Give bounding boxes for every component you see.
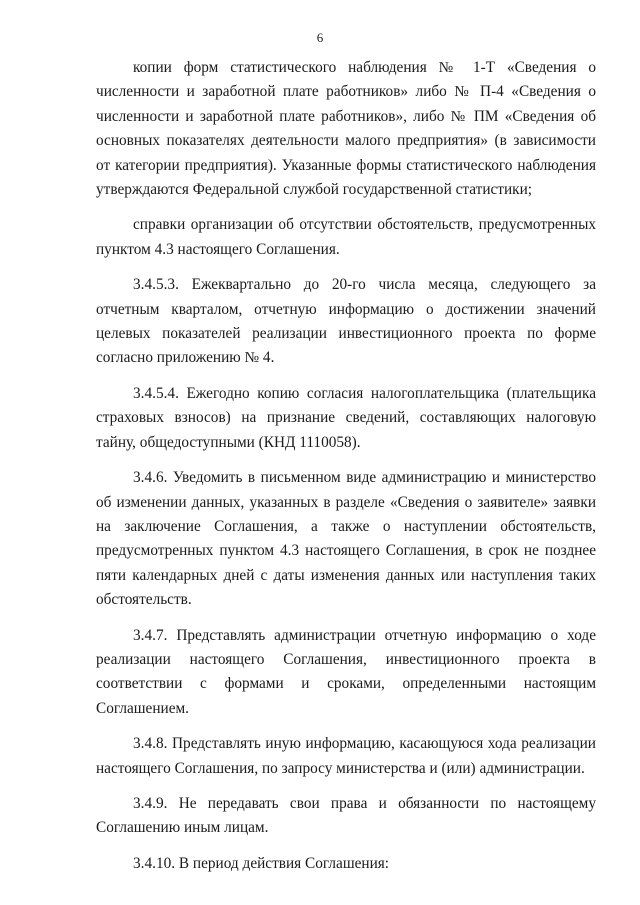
paragraph-3-4-7: 3.4.7. Представлять администрации отчетную информацию о ходе реализации настоящего Соглашения, инвестиционного проекта в соответствии с формами и сроками, определенными настоящим Соглашением.: [96, 626, 596, 717]
paragraph-3-4-5-3: 3.4.5.3. Ежеквартально до 20-го числа месяца, следующего за отчетным кварталом, отчетную информацию о достижении значений целевых показателей реализации инвестиционного проекта по форме согласно приложению № 4.: [96, 276, 596, 367]
paragraph-3-4-6: 3.4.6. Уведомить в письменном виде администрацию и министерство об изменении данных, указанных в разделе «Сведения о заявителе» заявки на заключение Соглашения, а также о наступлении обстоятельств, предусмотренных пунктом 4.3 настоящего Соглашения, в срок не позднее пяти календарных дней с даты изменения данных или наступления таких обстоятельств.: [96, 469, 596, 609]
paragraph-statistics-forms: копии форм статистического наблюдения № 1-Т «Сведения о численности и заработной плате работников» либо № П-4 «Сведения о численности и заработной плате работников», либо № ПМ «Сведения об основных показателях деятельности малого предприятия» (в зависимости от категории предприятия). Указанные формы статистического наблюдения утверждаются Федеральной службой государственной статистики;: [96, 59, 596, 199]
paragraph-3-4-9: 3.4.9. Не передавать свои права и обязанности по настоящему Соглашению иным лицам.: [96, 794, 596, 837]
paragraph-3-4-10: 3.4.10. В период действия Соглашения:: [133, 854, 390, 872]
paragraph-3-4-5-4: 3.4.5.4. Ежегодно копию согласия налогоплательщика (плательщика страховых взносов) на признание сведений, составляющих налоговую тайну, общедоступными (КНД 1110058).: [96, 384, 596, 451]
document-body: [96, 56, 596, 887]
paragraph-3-4-8: 3.4.8. Представлять иную информацию, касающуюся хода реализации настоящего Соглашения, по запросу министерства и (или) администрации.: [96, 735, 596, 777]
page-number: 6: [316, 30, 324, 45]
paragraph-certificate: справки организации об отсутствии обстоятельств, предусмотренных пунктом 4.3 настоящего Соглашения.: [96, 216, 596, 258]
